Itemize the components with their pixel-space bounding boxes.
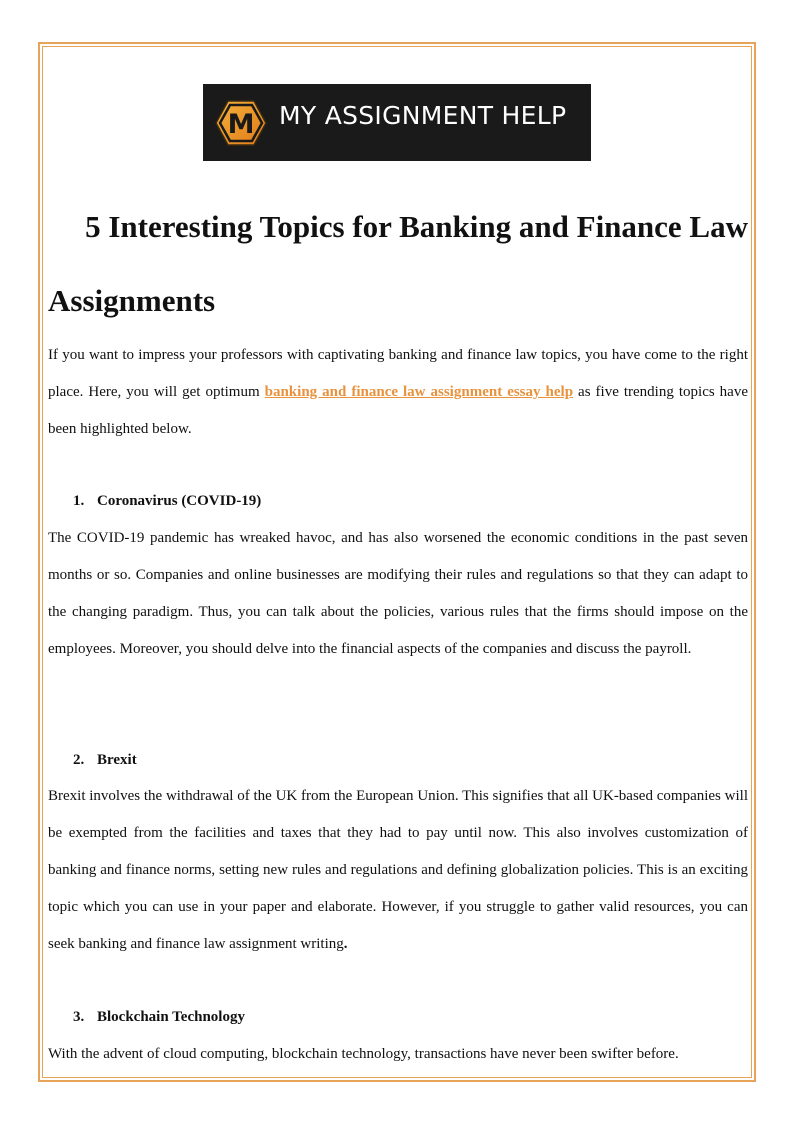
section-title-3: Blockchain Technology (97, 1009, 245, 1025)
title-line-1: 5 Interesting Topics for Banking and Finance Law (85, 209, 748, 244)
section-body-1: The COVID-19 pandemic has wreaked havoc, and has also worsened the economic conditions in the past seven months or so. Companies and online businesses are modifying their rules and regulations so that they can adapt to the changing paradigm. Thus, you can talk about the policies, various rules that the firms should impose on the employees. Moreover, you should delve into the financial aspects of the companies and discuss the payroll. (48, 530, 748, 657)
section-heading-1 (73, 491, 261, 511)
logo-text: MY ASSIGNMENT HELP (279, 101, 567, 130)
section-body-2-end: . (343, 936, 348, 952)
section-body-3: With the advent of cloud computing, blockchain technology, transactions have never been swifter before. (48, 1046, 679, 1062)
essay-help-link[interactable]: banking and finance law assignment essay help (264, 384, 574, 400)
section-number-3: 3. (73, 1009, 85, 1025)
logo-letter: M (227, 109, 255, 140)
page-title (48, 190, 748, 338)
brand-logo[interactable] (203, 84, 591, 161)
section-title-2: Brexit (97, 752, 137, 768)
section-heading-2 (73, 750, 137, 770)
section-heading-3 (73, 1007, 245, 1027)
section-number-2: 2. (73, 752, 85, 768)
intro-text-before: If you want to impress your professors with captivating banking and finance law topics, you have come to the right place. Here, you will get optimum (48, 347, 748, 400)
section-title-1: Coronavirus (COVID-19) (97, 493, 262, 509)
section-body-2 (48, 778, 748, 963)
document-page (48, 46, 748, 1076)
section-number-1: 1. (73, 493, 85, 509)
section-body-2-text: Brexit involves the withdrawal of the UK from the European Union. This signifies that all UK-based companies will be exempted from the facilities and taxes that they had to pay until now. This also involves customization of banking and finance norms, setting new rules and regulations and defining globalization policies. This is an exciting topic which you can use in your paper and elaborate. However, if you struggle to gather valid resources, you can seek banking and finance law assignment writing (48, 788, 748, 952)
intro-text-after: as five trending topics have been highlighted below. (48, 384, 748, 437)
intro-paragraph (48, 337, 748, 448)
logo-hexagon-icon (215, 99, 267, 147)
title-line-2: Assignments (48, 283, 216, 318)
